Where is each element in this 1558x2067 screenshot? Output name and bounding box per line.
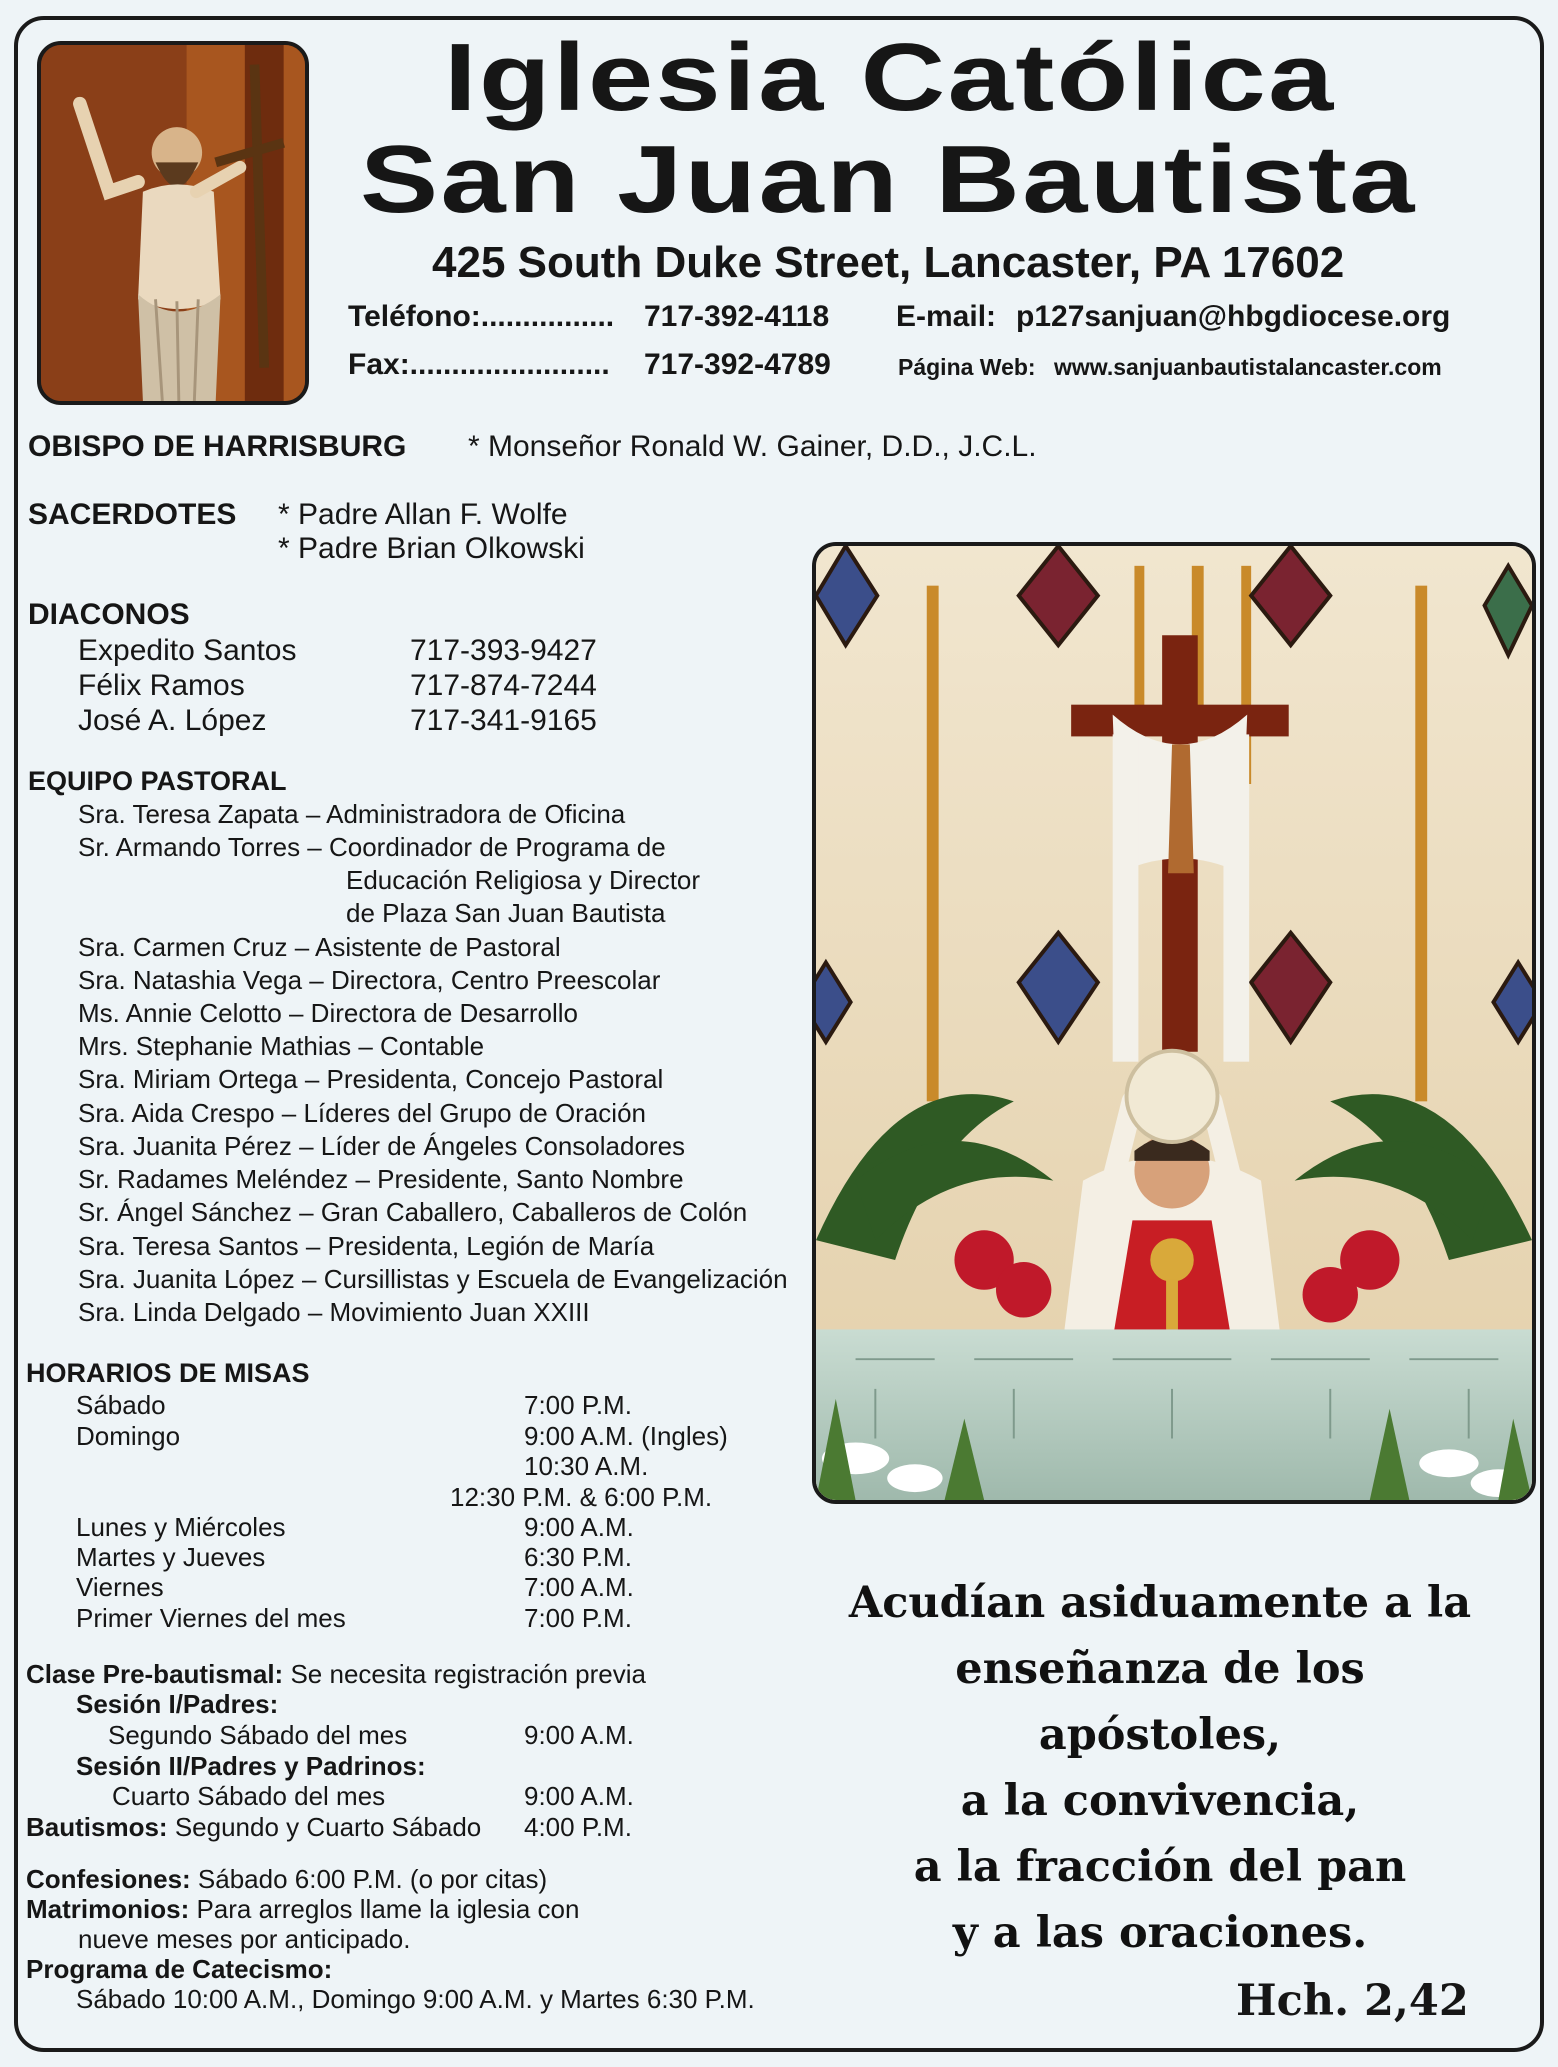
session2-label: Sesión II/Padres y Padrinos: [76, 1751, 426, 1781]
confessions-label: Confesiones: [26, 1864, 191, 1894]
marriage-label: Matrimonios: [26, 1894, 190, 1924]
pastoral-line: Sra. Natashia Vega – Directora, Centro Preescolar [78, 965, 661, 995]
mass-time-friday: 7:00 A.M. [524, 1572, 634, 1602]
mass-time-saturday: 7:00 P.M. [524, 1390, 632, 1420]
catechism-text: Sábado 10:00 A.M., Domingo 9:00 A.M. y Martes 6:30 P.M. [76, 1984, 755, 2014]
mass-schedule-label: HORARIOS DE MISAS [26, 1358, 310, 1388]
scripture-quote [800, 1570, 1520, 1966]
baptisms-day: Segundo y Cuarto Sábado [174, 1812, 482, 1842]
quote-line: a la fracción del pan [913, 1842, 1407, 1892]
pastoral-line: Sra. Juanita López – Cursillistas y Escuela de Evangelización [78, 1264, 788, 1294]
pastoral-line: Sra. Aida Crespo – Líderes del Grupo de Oración [78, 1098, 646, 1128]
web-label: Página Web: [898, 354, 1036, 380]
mass-day-tuesday: Martes y Jueves [76, 1542, 266, 1572]
pastoral-line: de Plaza San Juan Bautista [346, 898, 666, 928]
fax-number: 717-392-4789 [644, 348, 831, 381]
session1-label: Sesión I/Padres: [76, 1689, 279, 1719]
mass-time-sunday-3: 12:30 P.M. & 6:00 P.M. [450, 1482, 713, 1512]
priest-name-2: * Padre Brian Olkowski [278, 532, 585, 565]
confessions-line [26, 1864, 547, 1895]
church-address: 425 South Duke Street, Lancaster, PA 17602 [432, 238, 1345, 287]
pastoral-line: Mrs. Stephanie Mathias – Contable [78, 1031, 485, 1061]
marriage-text: Para arreglos llame la iglesia con [196, 1894, 580, 1924]
fax-label: Fax:........................ [348, 348, 610, 381]
email-address: p127sanjuan@hbgdiocese.org [1016, 300, 1451, 333]
web-address: www.sanjuanbautistalancaster.com [1054, 354, 1442, 380]
deacon-name-2: Félix Ramos [78, 669, 245, 702]
saint-statue-photo [37, 41, 309, 405]
deacon-phone-2: 717-874-7244 [410, 669, 597, 702]
quote-reference: Hch. 2,42 [1236, 1976, 1469, 2026]
session1-time: 9:00 A.M. [524, 1720, 634, 1750]
catechism-label: Programa de Catecismo: [26, 1954, 333, 1984]
quote-line: a la convivencia, [960, 1776, 1360, 1826]
pastoral-line: Sr. Radames Meléndez – Presidente, Santo Nombre [78, 1164, 684, 1194]
baptisms-time: 4:00 P.M. [524, 1812, 632, 1842]
baptisms-label: Bautismos: [26, 1812, 168, 1842]
altar-mass-photo [812, 542, 1536, 1504]
bishop-label: OBISPO DE HARRISBURG [28, 430, 407, 463]
mass-day-first-friday: Primer Viernes del mes [76, 1603, 346, 1633]
mass-time-sunday-2: 10:30 A.M. [524, 1451, 649, 1481]
session2-day: Cuarto Sábado del mes [112, 1781, 386, 1811]
pastoral-team-label: EQUIPO PASTORAL [28, 766, 287, 796]
pastoral-line: Sra. Carmen Cruz – Asistente de Pastoral [78, 932, 561, 962]
quote-line: apóstoles, [1038, 1710, 1282, 1760]
mass-time-monday: 9:00 A.M. [524, 1512, 634, 1542]
pastoral-line: Sra. Miriam Ortega – Presidenta, Concejo Pastoral [78, 1064, 664, 1094]
pastoral-line: Educación Religiosa y Director [346, 865, 701, 895]
baptisms-line [26, 1812, 481, 1843]
mass-time-first-friday: 7:00 P.M. [524, 1603, 632, 1633]
confessions-text: Sábado 6:00 P.M. (o por citas) [197, 1864, 548, 1894]
phone-label: Teléfono:................ [348, 300, 615, 333]
deacon-phone-1: 717-393-9427 [410, 634, 597, 667]
mass-day-saturday: Sábado [76, 1390, 166, 1420]
quote-line: y a las oraciones. [952, 1908, 1368, 1958]
prebaptism-line [26, 1659, 646, 1690]
pastoral-line: Sr. Ángel Sánchez – Gran Caballero, Caballeros de Colón [78, 1197, 748, 1227]
deacon-name-3: José A. López [78, 704, 267, 737]
marriage-text-2: nueve meses por anticipado. [78, 1924, 411, 1954]
mass-time-tuesday: 6:30 P.M. [524, 1542, 632, 1572]
priests-label: SACERDOTES [28, 498, 237, 531]
marriage-line [26, 1894, 579, 1925]
church-title-line2: San Juan Bautista [360, 126, 1417, 233]
email-label: E-mail: [896, 300, 997, 333]
deacons-label: DIACONOS [28, 598, 190, 631]
pastoral-line: Sra. Teresa Zapata – Administradora de Oficina [78, 799, 626, 829]
mass-day-monday: Lunes y Miércoles [76, 1512, 286, 1542]
quote-line: Acudían asiduamente a la [848, 1578, 1472, 1628]
deacon-phone-3: 717-341-9165 [410, 704, 597, 737]
priest-name-1: * Padre Allan F. Wolfe [278, 498, 568, 531]
prebaptism-note: Se necesita registración previa [290, 1659, 646, 1689]
pastoral-line: Ms. Annie Celotto – Directora de Desarrollo [78, 998, 579, 1028]
quote-line: enseñanza de los [955, 1644, 1365, 1694]
bishop-name: * Monseñor Ronald W. Gainer, D.D., J.C.L. [468, 430, 1037, 463]
prebaptism-label: Clase Pre-bautismal: [26, 1659, 284, 1689]
session2-time: 9:00 A.M. [524, 1781, 634, 1811]
pastoral-line: Sra. Teresa Santos – Presidenta, Legión de María [78, 1231, 655, 1261]
deacon-name-1: Expedito Santos [78, 634, 297, 667]
session1-day: Segundo Sábado del mes [108, 1720, 408, 1750]
mass-time-sunday-1: 9:00 A.M. (Ingles) [524, 1421, 728, 1451]
pastoral-line: Sra. Linda Delgado – Movimiento Juan XXIII [78, 1297, 590, 1327]
mass-day-sunday: Domingo [76, 1421, 181, 1451]
phone-number: 717-392-4118 [644, 300, 830, 333]
pastoral-line: Sr. Armando Torres – Coordinador de Programa de [78, 832, 666, 862]
church-title-line1: Iglesia Católica [444, 24, 1336, 131]
mass-day-friday: Viernes [76, 1572, 164, 1602]
pastoral-line: Sra. Juanita Pérez – Líder de Ángeles Consoladores [78, 1131, 686, 1161]
